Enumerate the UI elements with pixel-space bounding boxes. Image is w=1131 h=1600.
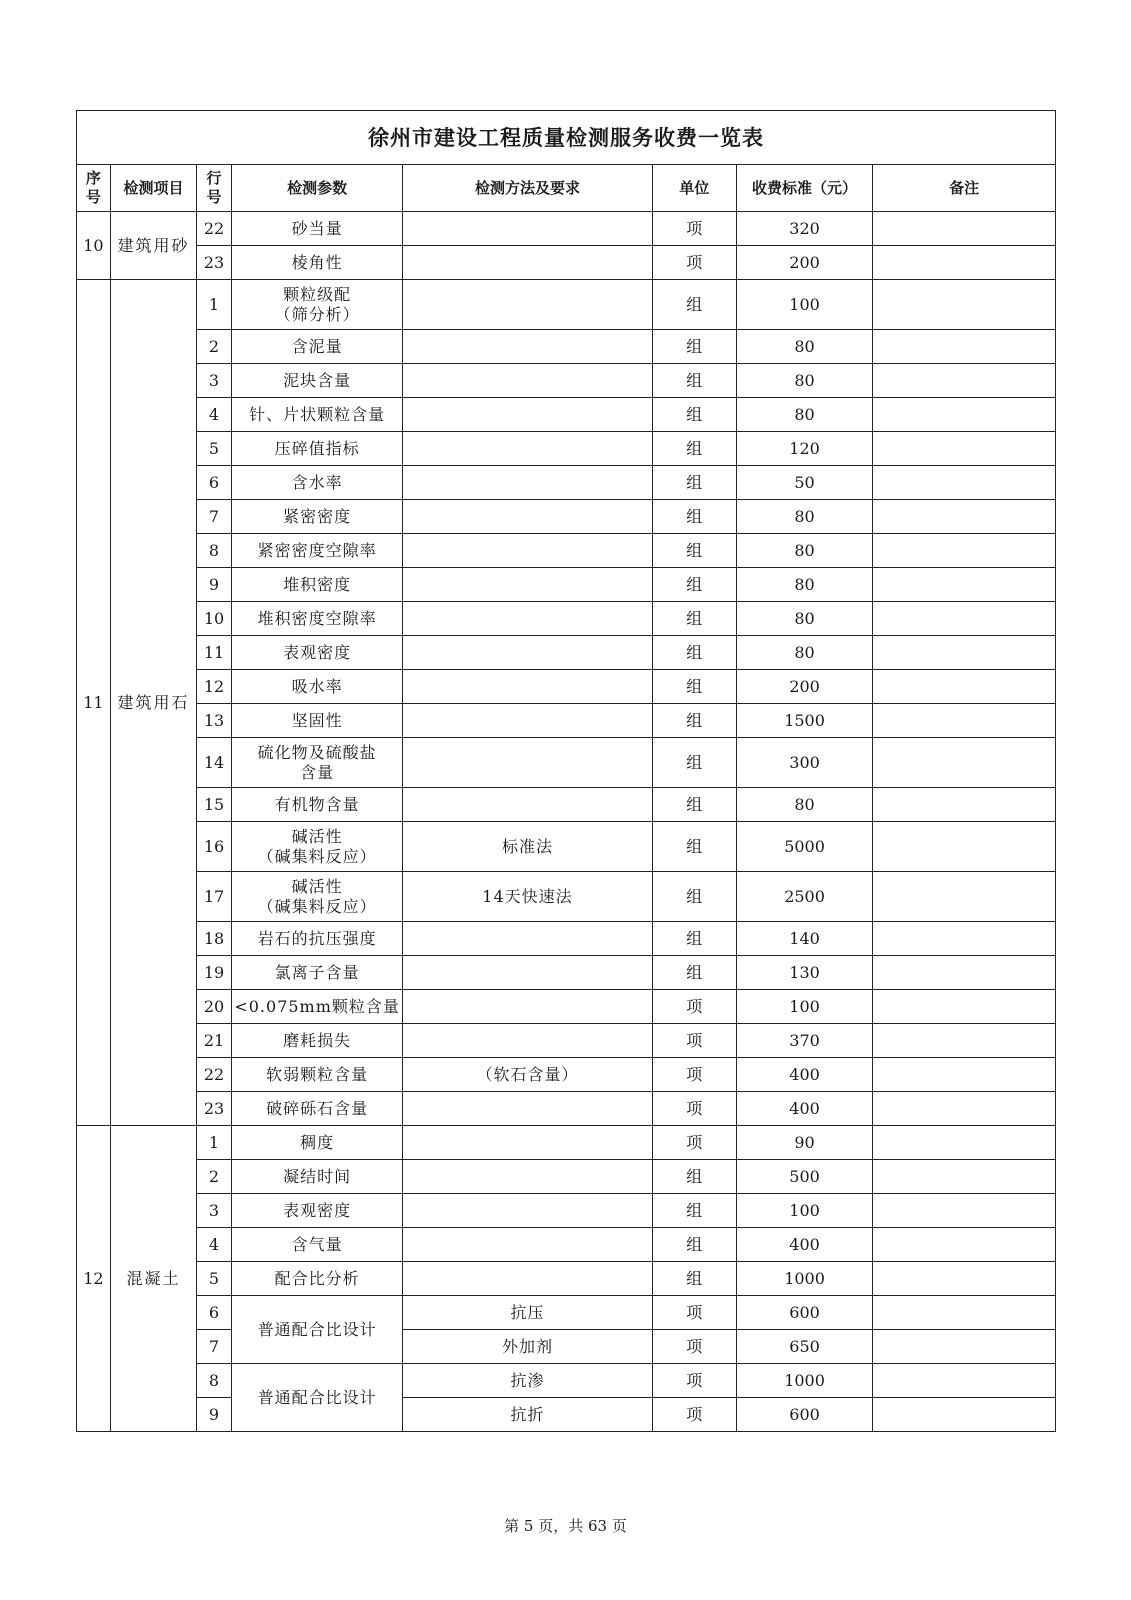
param-cell: 表观密度 (231, 636, 402, 670)
fee-cell: 100 (736, 1194, 872, 1228)
param-cell: 含气量 (231, 1228, 402, 1262)
param-cell: 砂当量 (231, 212, 402, 246)
param-cell: 稠度 (231, 1126, 402, 1160)
table-row (77, 670, 1056, 704)
unit-cell: 组 (652, 636, 736, 670)
fee-cell: 320 (736, 212, 872, 246)
fee-cell: 50 (736, 466, 872, 500)
table-row (77, 432, 1056, 466)
unit-cell: 项 (652, 990, 736, 1024)
param-cell: 坚固性 (231, 704, 402, 738)
method-cell (403, 1228, 652, 1262)
fee-cell: 600 (736, 1398, 872, 1432)
remark-cell (873, 212, 1056, 246)
line-number: 23 (197, 1092, 232, 1126)
line-number: 11 (197, 636, 232, 670)
param-cell: 碱活性 （碱集料反应） (231, 872, 402, 922)
fee-cell: 650 (736, 1330, 872, 1364)
unit-cell: 组 (652, 1228, 736, 1262)
method-cell: （软石含量） (403, 1058, 652, 1092)
table-row (77, 466, 1056, 500)
remark-cell (873, 1398, 1056, 1432)
line-number: 3 (197, 1194, 232, 1228)
param-cell: 针、片状颗粒含量 (231, 398, 402, 432)
remark-cell (873, 1262, 1056, 1296)
unit-cell: 组 (652, 466, 736, 500)
method-cell (403, 280, 652, 330)
fee-cell: 120 (736, 432, 872, 466)
unit-cell: 组 (652, 1262, 736, 1296)
method-cell: 抗压 (403, 1296, 652, 1330)
line-number: 19 (197, 956, 232, 990)
unit-cell: 组 (652, 398, 736, 432)
remark-cell (873, 398, 1056, 432)
fee-cell: 5000 (736, 822, 872, 872)
method-cell: 外加剂 (403, 1330, 652, 1364)
remark-cell (873, 1024, 1056, 1058)
line-number: 22 (197, 1058, 232, 1092)
line-number: 13 (197, 704, 232, 738)
line-number: 7 (197, 1330, 232, 1364)
remark-cell (873, 568, 1056, 602)
unit-cell: 组 (652, 788, 736, 822)
remark-cell (873, 922, 1056, 956)
unit-cell: 项 (652, 1330, 736, 1364)
unit-cell: 组 (652, 364, 736, 398)
table-row (77, 1398, 1056, 1432)
unit-cell: 组 (652, 670, 736, 704)
header-method: 检测方法及要求 (403, 165, 652, 212)
unit-cell: 项 (652, 1058, 736, 1092)
line-number: 14 (197, 738, 232, 788)
fee-cell: 400 (736, 1092, 872, 1126)
header-row (77, 165, 1056, 212)
line-number: 15 (197, 788, 232, 822)
table-row (77, 1126, 1056, 1160)
line-number: 1 (197, 280, 232, 330)
remark-cell (873, 670, 1056, 704)
table-row (77, 246, 1056, 280)
method-cell (403, 568, 652, 602)
unit-cell: 组 (652, 872, 736, 922)
method-cell: 标准法 (403, 822, 652, 872)
line-number: 5 (197, 432, 232, 466)
fee-cell: 1000 (736, 1364, 872, 1398)
method-cell (403, 1160, 652, 1194)
remark-cell (873, 704, 1056, 738)
fee-cell: 400 (736, 1058, 872, 1092)
param-cell: 配合比分析 (231, 1262, 402, 1296)
table-row (77, 872, 1056, 922)
header-line: 行号 (197, 165, 232, 212)
unit-cell: 组 (652, 602, 736, 636)
table-row (77, 1330, 1056, 1364)
method-cell (403, 1126, 652, 1160)
unit-cell: 组 (652, 280, 736, 330)
remark-cell (873, 432, 1056, 466)
method-cell (403, 398, 652, 432)
method-cell (403, 922, 652, 956)
param-cell: 普通配合比设计 (231, 1364, 402, 1432)
line-number: 3 (197, 364, 232, 398)
line-number: 8 (197, 534, 232, 568)
group-name: 混凝土 (110, 1126, 196, 1432)
unit-cell: 组 (652, 330, 736, 364)
unit-cell: 组 (652, 500, 736, 534)
remark-cell (873, 1160, 1056, 1194)
table-row (77, 212, 1056, 246)
line-number: 7 (197, 500, 232, 534)
param-cell: 泥块含量 (231, 364, 402, 398)
header-unit: 单位 (652, 165, 736, 212)
method-cell (403, 704, 652, 738)
remark-cell (873, 1092, 1056, 1126)
unit-cell: 项 (652, 212, 736, 246)
fee-cell: 80 (736, 636, 872, 670)
line-number: 12 (197, 670, 232, 704)
table-row (77, 330, 1056, 364)
table-row (77, 602, 1056, 636)
unit-cell: 组 (652, 1194, 736, 1228)
remark-cell (873, 330, 1056, 364)
param-cell: 含泥量 (231, 330, 402, 364)
param-cell: 碱活性 （碱集料反应） (231, 822, 402, 872)
method-cell (403, 956, 652, 990)
table-title-row (77, 111, 1056, 165)
remark-cell (873, 1330, 1056, 1364)
line-number: 6 (197, 466, 232, 500)
table-row (77, 1160, 1056, 1194)
table-row (77, 568, 1056, 602)
param-cell: 有机物含量 (231, 788, 402, 822)
line-number: 6 (197, 1296, 232, 1330)
fee-cell: 90 (736, 1126, 872, 1160)
unit-cell: 项 (652, 1126, 736, 1160)
group-name: 建筑用砂 (110, 212, 196, 280)
remark-cell (873, 246, 1056, 280)
remark-cell (873, 364, 1056, 398)
param-cell: 软弱颗粒含量 (231, 1058, 402, 1092)
remark-cell (873, 534, 1056, 568)
table-row (77, 636, 1056, 670)
param-cell: 堆积密度 (231, 568, 402, 602)
method-cell: 抗折 (403, 1398, 652, 1432)
remark-cell (873, 602, 1056, 636)
method-cell: 抗渗 (403, 1364, 652, 1398)
unit-cell: 项 (652, 1398, 736, 1432)
group-seq: 10 (77, 212, 111, 280)
line-number: 2 (197, 1160, 232, 1194)
unit-cell: 组 (652, 568, 736, 602)
param-cell: 堆积密度空隙率 (231, 602, 402, 636)
method-cell (403, 330, 652, 364)
table-row (77, 364, 1056, 398)
fee-cell: 80 (736, 500, 872, 534)
param-cell: 棱角性 (231, 246, 402, 280)
fee-cell: 200 (736, 670, 872, 704)
table-row (77, 1058, 1056, 1092)
fee-cell: 400 (736, 1228, 872, 1262)
param-cell: <0.075mm颗粒含量 (231, 990, 402, 1024)
remark-cell (873, 872, 1056, 922)
method-cell (403, 1024, 652, 1058)
fee-cell: 1000 (736, 1262, 872, 1296)
param-cell: 含水率 (231, 466, 402, 500)
line-number: 17 (197, 872, 232, 922)
fee-cell: 370 (736, 1024, 872, 1058)
method-cell (403, 534, 652, 568)
remark-cell (873, 738, 1056, 788)
method-cell (403, 500, 652, 534)
method-cell (403, 466, 652, 500)
table-row (77, 1024, 1056, 1058)
fee-cell: 100 (736, 990, 872, 1024)
param-cell: 硫化物及硫酸盐 含量 (231, 738, 402, 788)
fee-cell: 200 (736, 246, 872, 280)
line-number: 16 (197, 822, 232, 872)
remark-cell (873, 280, 1056, 330)
fee-cell: 140 (736, 922, 872, 956)
fee-cell: 80 (736, 788, 872, 822)
fee-cell: 300 (736, 738, 872, 788)
line-number: 4 (197, 398, 232, 432)
line-number: 10 (197, 602, 232, 636)
param-cell: 紧密密度 (231, 500, 402, 534)
method-cell: 14天快速法 (403, 872, 652, 922)
param-cell: 磨耗损失 (231, 1024, 402, 1058)
method-cell (403, 1262, 652, 1296)
fee-cell: 130 (736, 956, 872, 990)
header-seq: 序号 (77, 165, 111, 212)
fee-cell: 80 (736, 364, 872, 398)
remark-cell (873, 466, 1056, 500)
remark-cell (873, 788, 1056, 822)
table-row (77, 922, 1056, 956)
header-param: 检测参数 (231, 165, 402, 212)
param-cell: 表观密度 (231, 1194, 402, 1228)
header-fee: 收费标准（元） (736, 165, 872, 212)
method-cell (403, 602, 652, 636)
line-number: 8 (197, 1364, 232, 1398)
group-name: 建筑用石 (110, 280, 196, 1126)
table-row (77, 500, 1056, 534)
table-row (77, 1296, 1056, 1330)
unit-cell: 项 (652, 246, 736, 280)
fee-table (76, 110, 1056, 1432)
unit-cell: 组 (652, 704, 736, 738)
line-number: 1 (197, 1126, 232, 1160)
method-cell (403, 990, 652, 1024)
remark-cell (873, 1126, 1056, 1160)
method-cell (403, 1194, 652, 1228)
table-row (77, 1194, 1056, 1228)
method-cell (403, 636, 652, 670)
table-title: 徐州市建设工程质量检测服务收费一览表 (77, 111, 1056, 165)
header-item: 检测项目 (110, 165, 196, 212)
fee-cell: 500 (736, 1160, 872, 1194)
table-row (77, 738, 1056, 788)
fee-cell: 80 (736, 602, 872, 636)
method-cell (403, 788, 652, 822)
group-seq: 11 (77, 280, 111, 1126)
fee-cell: 1500 (736, 704, 872, 738)
line-number: 23 (197, 246, 232, 280)
unit-cell: 组 (652, 432, 736, 466)
param-cell: 岩石的抗压强度 (231, 922, 402, 956)
fee-cell: 80 (736, 330, 872, 364)
remark-cell (873, 990, 1056, 1024)
param-cell: 氯离子含量 (231, 956, 402, 990)
remark-cell (873, 1228, 1056, 1262)
line-number: 20 (197, 990, 232, 1024)
header-remark: 备注 (873, 165, 1056, 212)
method-cell (403, 1092, 652, 1126)
param-cell: 凝结时间 (231, 1160, 402, 1194)
table-row (77, 822, 1056, 872)
line-number: 9 (197, 1398, 232, 1432)
table-row (77, 398, 1056, 432)
table-row (77, 956, 1056, 990)
param-cell: 普通配合比设计 (231, 1296, 402, 1364)
line-number: 5 (197, 1262, 232, 1296)
remark-cell (873, 1058, 1056, 1092)
method-cell (403, 738, 652, 788)
table-row (77, 704, 1056, 738)
remark-cell (873, 822, 1056, 872)
remark-cell (873, 956, 1056, 990)
param-cell: 紧密密度空隙率 (231, 534, 402, 568)
page-footer: 第 5 页，共 63 页 (504, 1517, 627, 1535)
unit-cell: 组 (652, 956, 736, 990)
line-number: 22 (197, 212, 232, 246)
param-cell: 压碎值指标 (231, 432, 402, 466)
param-cell: 颗粒级配 （筛分析） (231, 280, 402, 330)
fee-cell: 600 (736, 1296, 872, 1330)
line-number: 9 (197, 568, 232, 602)
table-row (77, 990, 1056, 1024)
unit-cell: 项 (652, 1092, 736, 1126)
remark-cell (873, 500, 1056, 534)
unit-cell: 项 (652, 1024, 736, 1058)
line-number: 18 (197, 922, 232, 956)
unit-cell: 项 (652, 1364, 736, 1398)
table-row (77, 1262, 1056, 1296)
unit-cell: 组 (652, 922, 736, 956)
method-cell (403, 212, 652, 246)
unit-cell: 组 (652, 1160, 736, 1194)
line-number: 4 (197, 1228, 232, 1262)
table-row (77, 1092, 1056, 1126)
unit-cell: 组 (652, 534, 736, 568)
line-number: 2 (197, 330, 232, 364)
method-cell (403, 246, 652, 280)
table-row (77, 1364, 1056, 1398)
unit-cell: 项 (652, 1296, 736, 1330)
table-row (77, 280, 1056, 330)
unit-cell: 组 (652, 822, 736, 872)
method-cell (403, 432, 652, 466)
method-cell (403, 670, 652, 704)
remark-cell (873, 1296, 1056, 1330)
unit-cell: 组 (652, 738, 736, 788)
remark-cell (873, 636, 1056, 670)
fee-cell: 80 (736, 398, 872, 432)
table-row (77, 788, 1056, 822)
line-number: 21 (197, 1024, 232, 1058)
fee-cell: 2500 (736, 872, 872, 922)
fee-cell: 80 (736, 568, 872, 602)
fee-cell: 100 (736, 280, 872, 330)
fee-cell: 80 (736, 534, 872, 568)
method-cell (403, 364, 652, 398)
table-row (77, 1228, 1056, 1262)
remark-cell (873, 1364, 1056, 1398)
param-cell: 破碎砾石含量 (231, 1092, 402, 1126)
param-cell: 吸水率 (231, 670, 402, 704)
table-row (77, 534, 1056, 568)
group-seq: 12 (77, 1126, 111, 1432)
remark-cell (873, 1194, 1056, 1228)
